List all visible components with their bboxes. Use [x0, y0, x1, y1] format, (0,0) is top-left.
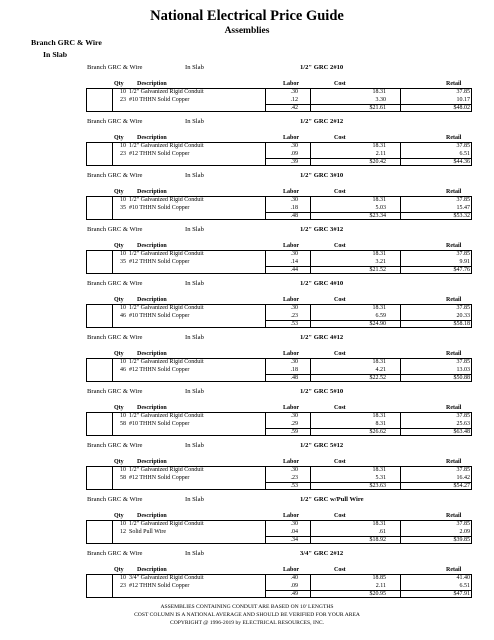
- total-labor: .39: [290, 159, 298, 165]
- item-labor: .09: [290, 583, 298, 589]
- retail-header: Retail: [446, 297, 462, 303]
- item-description: 1/2" Galvanized Rigid Conduit: [129, 467, 204, 473]
- footer-note: COST COLUMN IS A NATIONAL AVERAGE AND SHOULD BE VERIFIED FOR YOUR AREA: [134, 612, 360, 618]
- item-cost: 3.21: [375, 259, 386, 265]
- item-qty: 10: [120, 413, 126, 419]
- table-row: [86, 142, 472, 150]
- cost-header: Cost: [334, 297, 346, 303]
- assembly-name: 1/2" GRC 5#12: [300, 442, 344, 449]
- item-retail: 10.17: [456, 97, 470, 103]
- labor-header: Labor: [283, 243, 300, 249]
- retail-header: Retail: [446, 243, 462, 249]
- item-description: #12 THHN Solid Copper: [129, 367, 190, 373]
- description-header: Description: [137, 405, 167, 411]
- item-cost: 2.11: [375, 583, 386, 589]
- cost-header: Cost: [334, 135, 346, 141]
- total-cost: $18.92: [369, 537, 386, 543]
- item-cost: 8.31: [375, 421, 386, 427]
- retail-header: Retail: [446, 405, 462, 411]
- retail-header: Retail: [446, 513, 462, 519]
- table-row: [86, 150, 472, 158]
- total-retail: $48.02: [453, 105, 470, 111]
- item-cost: 5.31: [375, 475, 386, 481]
- item-labor: .30: [290, 359, 298, 365]
- section-location: In Slab: [185, 334, 204, 341]
- assembly-name: 1/2" GRC 4#10: [300, 280, 344, 287]
- total-labor: .49: [290, 591, 298, 597]
- item-labor: .40: [290, 575, 298, 581]
- total-labor: .48: [290, 375, 298, 381]
- qty-header: Qty: [114, 189, 124, 195]
- item-retail: 37.85: [456, 251, 470, 257]
- total-labor: .53: [290, 483, 298, 489]
- item-description: #12 THHN Solid Copper: [129, 475, 190, 481]
- assembly-name: 1/2" GRC 2#12: [300, 118, 344, 125]
- item-description: #12 THHN Solid Copper: [129, 259, 190, 265]
- item-labor: .09: [290, 151, 298, 157]
- item-labor: .14: [290, 259, 298, 265]
- total-row: [86, 536, 472, 544]
- item-cost: 3.30: [375, 97, 386, 103]
- section-category: Branch GRC & Wire: [87, 280, 143, 287]
- page-title: National Electrical Price Guide: [150, 8, 344, 24]
- item-description: 3/4" Galvanized Rigid Conduit: [129, 575, 204, 581]
- labor-header: Labor: [283, 513, 300, 519]
- item-labor: .30: [290, 305, 298, 311]
- item-retail: 15.47: [456, 205, 470, 211]
- item-description: Solid Pull Wire: [129, 529, 166, 535]
- item-qty: 10: [120, 251, 126, 257]
- item-qty: 46: [120, 367, 126, 373]
- item-qty: 23: [120, 97, 126, 103]
- total-cost: $23.63: [369, 483, 386, 489]
- item-cost: 18.31: [372, 305, 386, 311]
- cost-header: Cost: [334, 459, 346, 465]
- item-cost: 6.59: [375, 313, 386, 319]
- total-retail: $58.18: [453, 321, 470, 327]
- table-row: [86, 582, 472, 590]
- item-qty: 10: [120, 305, 126, 311]
- labor-header: Labor: [283, 351, 300, 357]
- item-description: 1/2" Galvanized Rigid Conduit: [129, 143, 204, 149]
- item-cost: 18.31: [372, 413, 386, 419]
- retail-header: Retail: [446, 567, 462, 573]
- item-retail: 41.40: [456, 575, 470, 581]
- total-retail: $47.76: [453, 267, 470, 273]
- item-cost: 18.31: [372, 467, 386, 473]
- item-cost: 4.21: [375, 367, 386, 373]
- qty-header: Qty: [114, 135, 124, 141]
- item-cost: 18.31: [372, 89, 386, 95]
- item-description: 1/2" Galvanized Rigid Conduit: [129, 521, 204, 527]
- qty-header: Qty: [114, 243, 124, 249]
- retail-header: Retail: [446, 81, 462, 87]
- footer-note: ASSEMBLIES CONTAINING CONDUIT ARE BASED ON 10' LENGTHS: [160, 604, 334, 610]
- total-cost: $21.61: [369, 105, 386, 111]
- item-retail: 37.85: [456, 467, 470, 473]
- total-cost: $20.95: [369, 591, 386, 597]
- qty-header: Qty: [114, 567, 124, 573]
- section-category: Branch GRC & Wire: [87, 118, 143, 125]
- total-retail: $54.27: [453, 483, 470, 489]
- total-labor: .53: [290, 321, 298, 327]
- description-header: Description: [137, 135, 167, 141]
- item-qty: 10: [120, 197, 126, 203]
- section-location: In Slab: [185, 496, 204, 503]
- total-cost: $24.90: [369, 321, 386, 327]
- item-retail: 13.03: [456, 367, 470, 373]
- section-location: In Slab: [185, 64, 204, 71]
- assembly-section: [0, 387, 494, 446]
- section-category: Branch GRC & Wire: [87, 172, 143, 179]
- table-row: [86, 312, 472, 320]
- labor-header: Labor: [283, 135, 300, 141]
- table-row: [86, 420, 472, 428]
- item-retail: 37.85: [456, 197, 470, 203]
- item-description: #10 THHN Solid Copper: [129, 97, 190, 103]
- item-qty: 35: [120, 205, 126, 211]
- section-location: In Slab: [185, 118, 204, 125]
- item-qty: 58: [120, 421, 126, 427]
- item-retail: 20.33: [456, 313, 470, 319]
- table-row: [86, 96, 472, 104]
- table-row: [86, 204, 472, 212]
- item-description: 1/2" Galvanized Rigid Conduit: [129, 359, 204, 365]
- section-category: Branch GRC & Wire: [87, 496, 143, 503]
- section-category: Branch GRC & Wire: [87, 550, 143, 557]
- retail-header: Retail: [446, 351, 462, 357]
- assembly-name: 1/2" GRC 3#12: [300, 226, 344, 233]
- table-row: [86, 258, 472, 266]
- item-retail: 37.85: [456, 89, 470, 95]
- total-labor: .34: [290, 537, 298, 543]
- retail-header: Retail: [446, 459, 462, 465]
- assembly-section: [0, 117, 494, 176]
- total-cost: $23.34: [369, 213, 386, 219]
- total-labor: .42: [290, 105, 298, 111]
- assembly-name: 1/2" GRC 5#10: [300, 388, 344, 395]
- item-retail: 37.85: [456, 305, 470, 311]
- item-cost: 18.31: [372, 251, 386, 257]
- item-labor: .18: [290, 367, 298, 373]
- section-category: Branch GRC & Wire: [87, 388, 143, 395]
- table-row: [86, 358, 472, 366]
- cost-header: Cost: [334, 405, 346, 411]
- item-retail: 37.85: [456, 521, 470, 527]
- description-header: Description: [137, 513, 167, 519]
- footer-copyright: COPYRIGHT @ 1996-2019 by ELECTRICAL RESOURCES, INC.: [169, 620, 324, 626]
- item-labor: .29: [290, 421, 298, 427]
- assembly-section: [0, 171, 494, 230]
- assembly-section: [0, 333, 494, 392]
- item-cost: 18.31: [372, 197, 386, 203]
- section-category: Branch GRC & Wire: [87, 226, 143, 233]
- total-labor: .59: [290, 429, 298, 435]
- item-qty: 10: [120, 89, 126, 95]
- assembly-name: 3/4" GRC 2#12: [300, 550, 344, 557]
- total-row: [86, 482, 472, 490]
- section-category: Branch GRC & Wire: [87, 64, 143, 71]
- item-labor: .30: [290, 251, 298, 257]
- item-description: 1/2" Galvanized Rigid Conduit: [129, 413, 204, 419]
- total-row: [86, 158, 472, 166]
- description-header: Description: [137, 297, 167, 303]
- description-header: Description: [137, 351, 167, 357]
- item-description: #10 THHN Solid Copper: [129, 421, 190, 427]
- description-header: Description: [137, 459, 167, 465]
- item-labor: .30: [290, 143, 298, 149]
- section-location: In Slab: [185, 226, 204, 233]
- item-retail: 37.85: [456, 359, 470, 365]
- item-cost: 18.31: [372, 143, 386, 149]
- item-description: #10 THHN Solid Copper: [129, 313, 190, 319]
- labor-header: Labor: [283, 459, 300, 465]
- description-header: Description: [137, 189, 167, 195]
- item-qty: 58: [120, 475, 126, 481]
- table-row: [86, 574, 472, 582]
- total-cost: $22.52: [369, 375, 386, 381]
- item-description: #12 THHN Solid Copper: [129, 583, 190, 589]
- qty-header: Qty: [114, 297, 124, 303]
- table-row: [86, 412, 472, 420]
- section-location: In Slab: [185, 442, 204, 449]
- item-labor: .30: [290, 467, 298, 473]
- assembly-name: 1/2" GRC w/Pull Wire: [300, 496, 364, 503]
- assembly-section: [0, 549, 494, 608]
- item-labor: .30: [290, 521, 298, 527]
- table-row: [86, 304, 472, 312]
- total-retail: $44.36: [453, 159, 470, 165]
- item-description: #10 THHN Solid Copper: [129, 205, 190, 211]
- description-header: Description: [137, 567, 167, 573]
- total-row: [86, 104, 472, 112]
- section-location: In Slab: [185, 388, 204, 395]
- labor-header: Labor: [283, 405, 300, 411]
- assembly-name: 1/2" GRC 2#10: [300, 64, 344, 71]
- item-qty: 12: [120, 529, 126, 535]
- item-cost: 18.31: [372, 359, 386, 365]
- cost-header: Cost: [334, 351, 346, 357]
- item-cost: 18.85: [372, 575, 386, 581]
- item-description: 1/2" Galvanized Rigid Conduit: [129, 251, 204, 257]
- assembly-section: [0, 495, 494, 554]
- item-retail: 25.63: [456, 421, 470, 427]
- qty-header: Qty: [114, 459, 124, 465]
- item-qty: 46: [120, 313, 126, 319]
- item-retail: 37.85: [456, 143, 470, 149]
- assembly-section: [0, 225, 494, 284]
- labor-header: Labor: [283, 297, 300, 303]
- labor-header: Labor: [283, 81, 300, 87]
- total-row: [86, 374, 472, 382]
- total-retail: $53.32: [453, 213, 470, 219]
- description-header: Description: [137, 81, 167, 87]
- qty-header: Qty: [114, 351, 124, 357]
- table-row: [86, 366, 472, 374]
- item-labor: .23: [290, 313, 298, 319]
- item-labor: .18: [290, 205, 298, 211]
- item-labor: .30: [290, 197, 298, 203]
- table-row: [86, 528, 472, 536]
- cost-header: Cost: [334, 513, 346, 519]
- item-retail: 2.09: [459, 529, 470, 535]
- total-retail: $47.91: [453, 591, 470, 597]
- item-qty: 10: [120, 467, 126, 473]
- item-description: 1/2" Galvanized Rigid Conduit: [129, 197, 204, 203]
- retail-header: Retail: [446, 189, 462, 195]
- item-description: #12 THHN Solid Copper: [129, 151, 190, 157]
- item-qty: 10: [120, 143, 126, 149]
- item-labor: .12: [290, 97, 298, 103]
- item-qty: 10: [120, 521, 126, 527]
- assembly-name: 1/2" GRC 4#12: [300, 334, 344, 341]
- page-subtitle: Assemblies: [224, 26, 270, 36]
- cost-header: Cost: [334, 567, 346, 573]
- labor-header: Labor: [283, 189, 300, 195]
- item-cost: .61: [378, 529, 386, 535]
- item-labor: .04: [290, 529, 298, 535]
- total-cost: $26.62: [369, 429, 386, 435]
- assembly-section: [0, 63, 494, 122]
- total-labor: .48: [290, 213, 298, 219]
- section-location: In Slab: [185, 172, 204, 179]
- table-row: [86, 196, 472, 204]
- table-row: [86, 88, 472, 96]
- section-location: In Slab: [185, 280, 204, 287]
- item-cost: 5.03: [375, 205, 386, 211]
- qty-header: Qty: [114, 81, 124, 87]
- total-row: [86, 320, 472, 328]
- cost-header: Cost: [334, 243, 346, 249]
- qty-header: Qty: [114, 513, 124, 519]
- total-row: [86, 212, 472, 220]
- cost-header: Cost: [334, 189, 346, 195]
- item-cost: 18.31: [372, 521, 386, 527]
- labor-header: Labor: [283, 567, 300, 573]
- item-labor: .30: [290, 89, 298, 95]
- total-cost: $20.42: [369, 159, 386, 165]
- retail-header: Retail: [446, 135, 462, 141]
- item-cost: 2.11: [375, 151, 386, 157]
- total-row: [86, 590, 472, 598]
- table-row: [86, 474, 472, 482]
- item-description: 1/2" Galvanized Rigid Conduit: [129, 305, 204, 311]
- total-retail: $50.88: [453, 375, 470, 381]
- item-qty: 10: [120, 359, 126, 365]
- item-qty: 23: [120, 151, 126, 157]
- item-labor: .23: [290, 475, 298, 481]
- total-row: [86, 266, 472, 274]
- item-labor: .30: [290, 413, 298, 419]
- total-cost: $21.52: [369, 267, 386, 273]
- total-row: [86, 428, 472, 436]
- description-header: Description: [137, 243, 167, 249]
- table-row: [86, 250, 472, 258]
- subcategory-heading: In Slab: [43, 50, 68, 59]
- item-qty: 10: [120, 575, 126, 581]
- item-qty: 23: [120, 583, 126, 589]
- item-description: 1/2" Galvanized Rigid Conduit: [129, 89, 204, 95]
- item-retail: 37.85: [456, 413, 470, 419]
- total-retail: $39.85: [453, 537, 470, 543]
- assembly-name: 1/2" GRC 3#10: [300, 172, 344, 179]
- section-location: In Slab: [185, 550, 204, 557]
- section-category: Branch GRC & Wire: [87, 334, 143, 341]
- table-row: [86, 520, 472, 528]
- item-qty: 35: [120, 259, 126, 265]
- item-retail: 6.51: [459, 151, 470, 157]
- item-retail: 16.42: [456, 475, 470, 481]
- item-retail: 6.51: [459, 583, 470, 589]
- section-category: Branch GRC & Wire: [87, 442, 143, 449]
- table-row: [86, 466, 472, 474]
- item-retail: 9.91: [459, 259, 470, 265]
- assembly-section: [0, 279, 494, 338]
- category-heading: Branch GRC & Wire: [31, 38, 102, 47]
- qty-header: Qty: [114, 405, 124, 411]
- cost-header: Cost: [334, 81, 346, 87]
- total-labor: .44: [290, 267, 298, 273]
- total-retail: $63.48: [453, 429, 470, 435]
- assembly-section: [0, 441, 494, 500]
